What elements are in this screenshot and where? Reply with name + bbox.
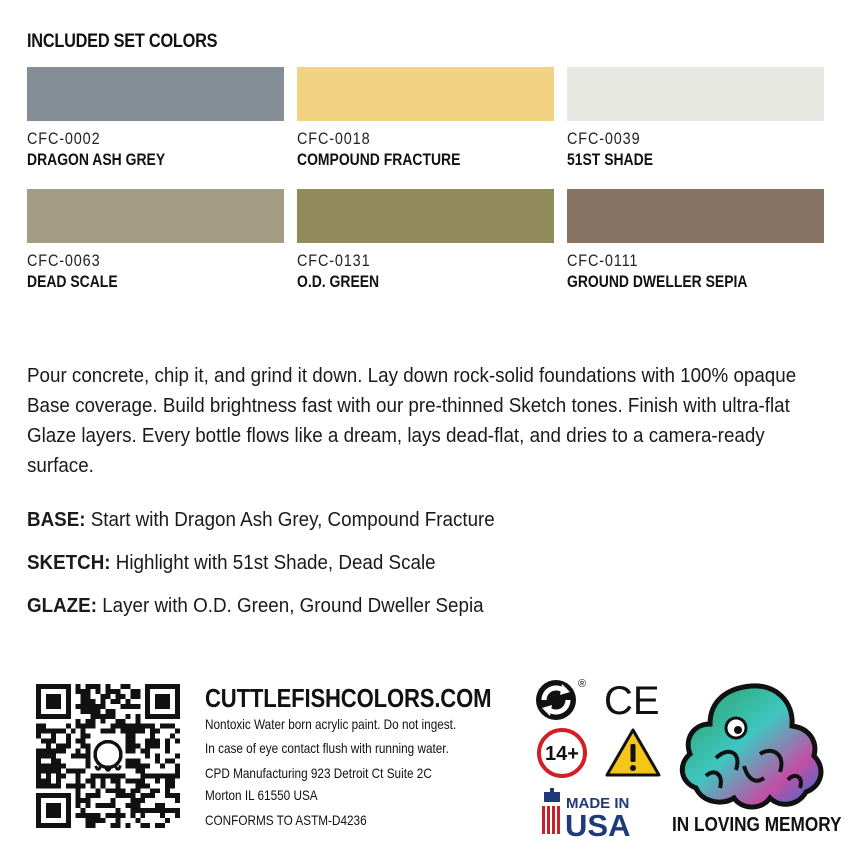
swatch-card	[567, 67, 824, 170]
swatch-code: CFC-0018	[297, 129, 371, 148]
swatch-name: DEAD SCALE	[27, 272, 118, 291]
octopus-mascot-icon	[676, 676, 826, 812]
safety-line: In case of eye contact flush with running water.	[205, 740, 449, 756]
color-swatch	[27, 67, 284, 121]
color-swatch	[567, 189, 824, 243]
color-swatch	[297, 67, 554, 121]
base-layer-line	[27, 509, 495, 532]
address-line: Morton IL 61550 USA	[205, 787, 318, 803]
glaze-label: GLAZE:	[27, 595, 97, 617]
safety-line: Nontoxic Water born acrylic paint. Do not ingest.	[205, 716, 457, 732]
glaze-layer-line	[27, 595, 484, 618]
swatch-card	[567, 189, 824, 292]
swatch-name: DRAGON ASH GREY	[27, 150, 166, 169]
swatch-code: CFC-0039	[567, 129, 641, 148]
ce-mark-icon	[604, 678, 664, 720]
age-text: 14+	[545, 743, 579, 765]
warning-icon	[604, 727, 662, 779]
sketch-text: Highlight with 51st Shade, Dead Scale	[110, 552, 436, 574]
swatch-name: O.D. GREEN	[297, 272, 380, 291]
color-swatch	[27, 189, 284, 243]
swatch-name: GROUND DWELLER SEPIA	[567, 272, 748, 291]
website-link[interactable]: CUTTLEFISHCOLORS.COM	[205, 683, 492, 713]
swatch-code: CFC-0063	[27, 251, 101, 270]
made-in-text: MADE IN	[566, 795, 630, 812]
swatch-name: COMPOUND FRACTURE	[297, 150, 461, 169]
swatch-name: 51ST SHADE	[567, 150, 653, 169]
recycle-icon	[534, 676, 590, 722]
base-label: BASE:	[27, 509, 86, 531]
ce-text: CE	[604, 679, 660, 720]
swatch-code: CFC-0131	[297, 251, 371, 270]
registered-mark: ®	[578, 678, 587, 690]
conformity-line: CONFORMS TO ASTM-D4236	[205, 812, 367, 828]
qr-code-icon[interactable]	[36, 684, 180, 828]
glaze-text: Layer with O.D. Green, Ground Dweller Sepia	[96, 595, 484, 617]
color-swatch	[567, 67, 824, 121]
sketch-layer-line	[27, 552, 436, 575]
age-warning-icon	[535, 727, 591, 779]
swatch-code: CFC-0111	[567, 251, 639, 270]
swatch-card	[27, 67, 284, 170]
usa-text: USA	[565, 808, 631, 838]
product-description: Pour concrete, chip it, and grind it down. Lay down rock-solid foundations with 100% opaque Base coverage. Build brightness fast with our pre-thinned Sketch tones. Finish with ultra-flat Glaze layers. Every bottle flows like a dream, lays dead-flat, and dries to a camera-ready surface.	[27, 365, 797, 477]
swatch-card	[27, 189, 284, 292]
section-title: INCLUDED SET COLORS	[27, 31, 218, 52]
swatch-card	[297, 189, 554, 292]
base-text: Start with Dragon Ash Grey, Compound Fracture	[85, 509, 495, 531]
color-swatch	[297, 189, 554, 243]
swatch-card	[297, 67, 554, 170]
address-line: CPD Manufacturing 923 Detroit Ct Suite 2C	[205, 765, 432, 781]
sketch-label: SKETCH:	[27, 552, 111, 574]
swatch-code: CFC-0002	[27, 129, 101, 148]
made-in-usa-icon	[538, 786, 642, 838]
memorial-caption: IN LOVING MEMORY	[672, 814, 842, 836]
